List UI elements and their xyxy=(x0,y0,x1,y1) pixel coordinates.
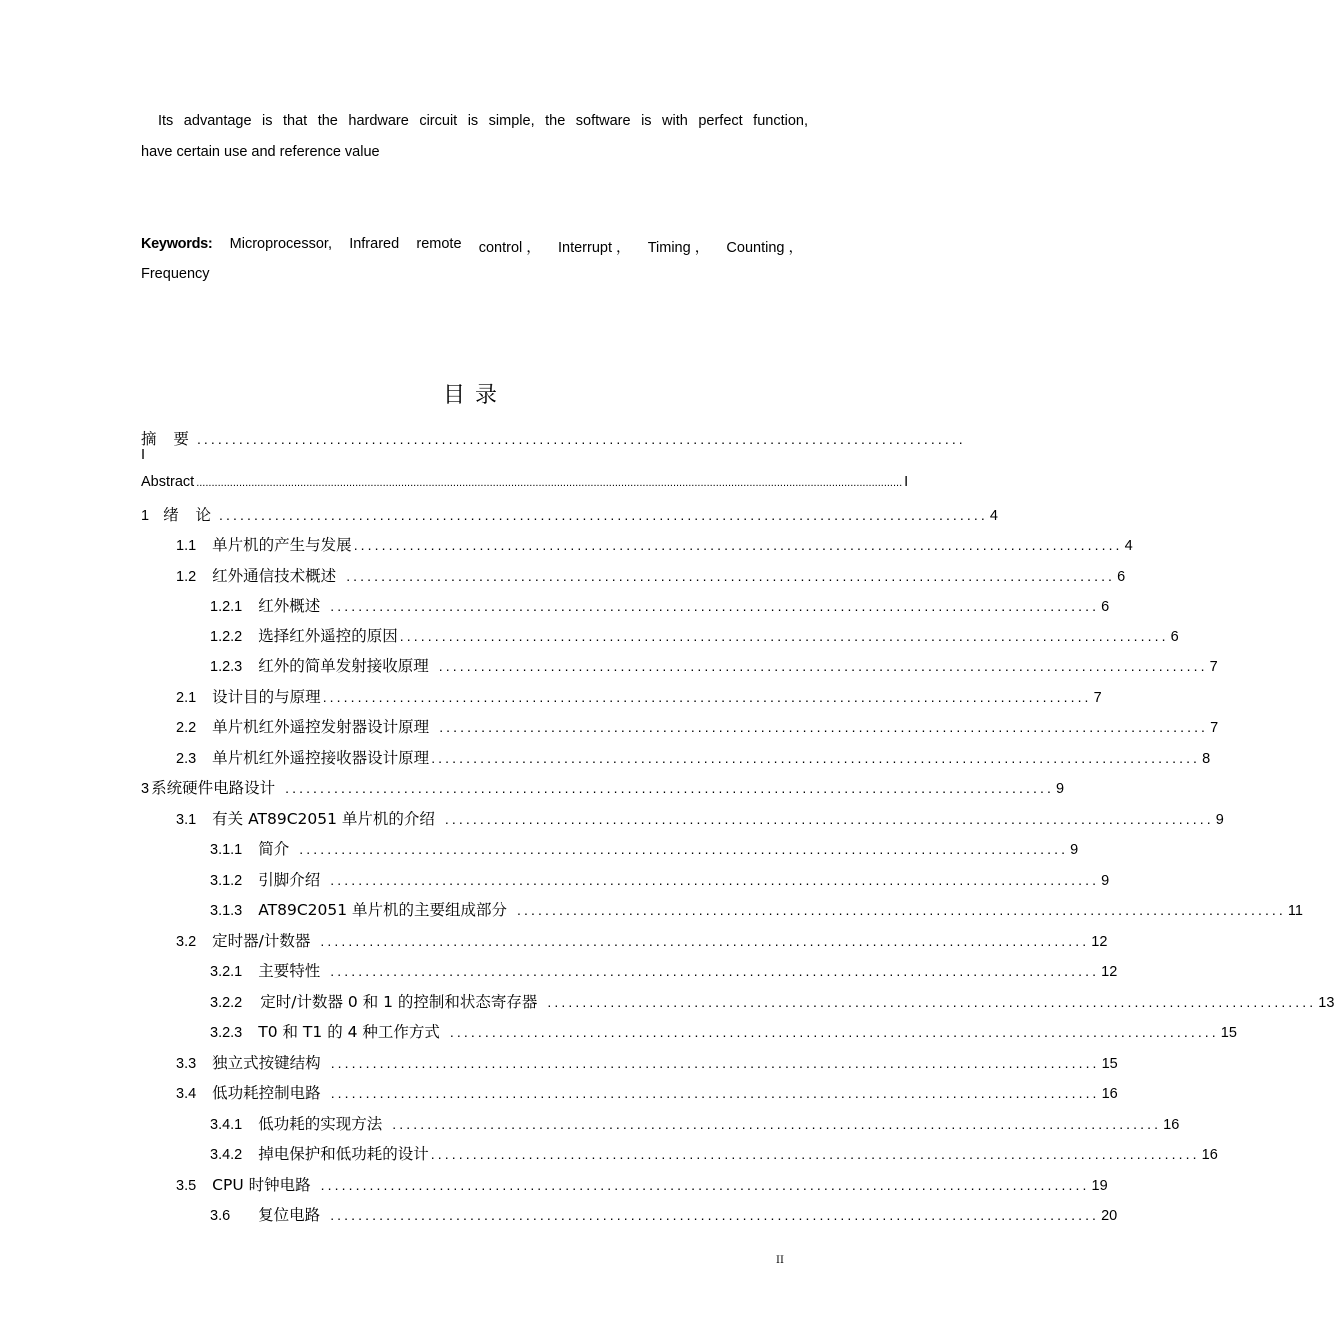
toc-leader-dots: .............................................................................................................. xyxy=(285,780,1054,796)
toc-entry-text: 复位电路 xyxy=(258,1206,321,1224)
toc-entry[interactable] xyxy=(176,807,1224,829)
toc-entry-number: 3 xyxy=(141,781,150,797)
toc-entry[interactable] xyxy=(210,1203,1118,1225)
toc-entry-text: 有关 AT89C2051 单片机的介绍 xyxy=(212,810,435,828)
abstract-line-2: have certain use and reference value xyxy=(141,144,380,160)
toc-leader-dots: .............................................................................................................. xyxy=(353,537,1123,553)
toc-entry[interactable] xyxy=(176,746,1211,768)
toc-entry-text: 主要特性 xyxy=(258,962,321,980)
keywords-line-1 xyxy=(141,236,803,257)
toc-entry[interactable] xyxy=(176,533,1133,555)
toc-entry-page: 8 xyxy=(1202,751,1211,767)
keywords-label: Keywords: xyxy=(141,236,213,252)
toc-leader-dots: .............................................................................................................. xyxy=(330,598,1100,614)
keyword: remote xyxy=(416,236,462,252)
toc-entry-number: 1.2 xyxy=(176,569,197,585)
toc-entry-number: 2.2 xyxy=(176,720,197,736)
toc-entry-number: 1.2.1 xyxy=(210,599,243,615)
toc-entry-page: 6 xyxy=(1117,569,1126,585)
toc-entry[interactable] xyxy=(176,685,1102,707)
toc-leader-dots: .............................................................................................................. xyxy=(438,658,1208,674)
toc-entry-page: 15 xyxy=(1101,1056,1118,1072)
toc-entry-number: 3.4 xyxy=(176,1086,197,1102)
toc-entry[interactable] xyxy=(210,868,1110,890)
toc-leader-dots: .............................................................................................................. xyxy=(219,507,988,523)
keywords-line-2: Frequency xyxy=(141,266,210,282)
keyword: Counting ， xyxy=(726,240,803,256)
toc-leader-dots: .............................................................................................................. xyxy=(330,1207,1100,1223)
toc-entry-number: 3.2.1 xyxy=(210,964,243,980)
toc-entry-page: 6 xyxy=(1101,599,1110,615)
toc-entry[interactable] xyxy=(176,564,1126,586)
toc-entry-page-wrapped: I xyxy=(141,447,146,463)
toc-leader-dots: .............................................................................................................. xyxy=(320,933,1090,949)
toc-entry[interactable] xyxy=(210,837,1079,859)
toc-leader-dots: .............................................................................................................. xyxy=(392,1116,1162,1132)
keyword: Microprocessor, xyxy=(229,236,332,252)
toc-entry[interactable] xyxy=(141,503,998,525)
toc-entry-page: 7 xyxy=(1093,690,1102,706)
toc-entry-text: 设计目的与原理 xyxy=(212,688,321,706)
toc-leader-dots: .............................................................................................................. xyxy=(330,963,1100,979)
toc-entry[interactable] xyxy=(176,1081,1118,1103)
toc-entry-text: Abstract xyxy=(141,474,195,490)
keyword: Timing ， xyxy=(647,240,710,256)
toc-entry[interactable] xyxy=(141,776,1065,798)
toc-entry-number: 2.1 xyxy=(176,690,197,706)
toc-entry-page: 12 xyxy=(1091,934,1108,950)
toc-entry-text: 单片机的产生与发展 xyxy=(212,536,352,554)
toc-leader-dots: .............................................................................................................. xyxy=(439,719,1209,735)
toc-entry-text: 红外的简单发射接收原理 xyxy=(258,657,429,675)
keyword: Interrupt ， xyxy=(557,240,631,256)
toc-entry-page: 12 xyxy=(1101,964,1118,980)
toc-entry-number: 1.1 xyxy=(176,538,197,554)
toc-entry-page: 9 xyxy=(1070,842,1079,858)
toc-entry-number: 3.1.3 xyxy=(210,903,243,919)
toc-entry-text: 定时/计数器 0 和 1 的控制和状态寄存器 xyxy=(260,993,538,1011)
toc-entry-text: CPU 时钟电路 xyxy=(212,1176,311,1194)
toc-entry-text: 定时器/计数器 xyxy=(212,932,311,950)
toc-entry-page: 4 xyxy=(989,508,998,524)
toc-entry-text: 摘 要 xyxy=(141,430,195,448)
toc-entry-number: 3.6 xyxy=(210,1208,231,1224)
toc-entry[interactable] xyxy=(210,654,1218,676)
toc-leader-dots: .............................................................................................................. xyxy=(330,872,1100,888)
toc-entry-page: I xyxy=(904,474,909,490)
toc-entry-page: 20 xyxy=(1101,1208,1118,1224)
toc-entry-text: 红外概述 xyxy=(258,597,321,615)
toc-entry-text: 引脚介绍 xyxy=(258,871,321,889)
toc-entry[interactable] xyxy=(141,474,909,490)
toc-entry-text: 掉电保护和低功耗的设计 xyxy=(258,1145,429,1163)
toc-entry[interactable] xyxy=(210,624,1179,646)
toc-entry-page: 11 xyxy=(1287,903,1303,919)
keyword: Infrared xyxy=(349,236,400,252)
toc-entry-text: 低功耗的实现方法 xyxy=(258,1115,383,1133)
toc-entry-number: 3.4.2 xyxy=(210,1147,243,1163)
toc-entry[interactable] xyxy=(210,959,1118,981)
toc-entry-number: 3.3 xyxy=(176,1056,197,1072)
keyword: control ， xyxy=(478,240,541,256)
toc-entry-page: 16 xyxy=(1163,1117,1180,1133)
toc-entry-text: 单片机红外遥控发射器设计原理 xyxy=(212,718,430,736)
toc-entry-page: 4 xyxy=(1124,538,1133,554)
toc-entry[interactable] xyxy=(176,715,1219,737)
toc-leader-dots: .............................................................................................................. xyxy=(517,902,1286,918)
toc-leader-dots: .............................................................................................................. xyxy=(330,1055,1100,1071)
toc-leader-dots: .............................................................................................................. xyxy=(330,1085,1100,1101)
toc-entry-number: 3.4.1 xyxy=(210,1117,243,1133)
toc-entry-page: 7 xyxy=(1209,659,1218,675)
toc-leader-dots: .............................................................................................................. xyxy=(430,1146,1200,1162)
toc-entry[interactable] xyxy=(210,1112,1180,1134)
toc-entry[interactable] xyxy=(141,427,966,449)
toc-entry-text: 单片机红外遥控接收器设计原理 xyxy=(212,749,430,767)
toc-entry-text: 独立式按键结构 xyxy=(212,1054,321,1072)
toc-entry-page: 16 xyxy=(1201,1147,1218,1163)
toc-entry-number: 1.2.2 xyxy=(210,629,243,645)
toc-leader-dots: .............................................................................................................. xyxy=(196,431,966,447)
toc-entry-number: 1.2.3 xyxy=(210,659,243,675)
toc-leader-dots: .............................................................................................................. xyxy=(322,689,1092,705)
toc-entry-text: 选择红外遥控的原因 xyxy=(258,627,398,645)
toc-leader-dots: .............................................................................................................. xyxy=(399,628,1169,644)
toc-entry-number: 3.2.2 xyxy=(210,995,243,1011)
toc-entry-text: 系统硬件电路设计 xyxy=(151,779,276,797)
toc-leader-dots: .............................................................................................................. xyxy=(449,1024,1219,1040)
toc-leader-dots: ....................................................................................................................................................................................................................................... xyxy=(196,477,903,489)
toc-entry[interactable] xyxy=(210,1020,1237,1042)
toc-entry[interactable] xyxy=(210,990,1334,1012)
toc-leader-dots: .............................................................................................................. xyxy=(444,811,1214,827)
toc-leader-dots: .............................................................................................................. xyxy=(346,568,1116,584)
toc-leader-dots: .............................................................................................................. xyxy=(320,1177,1090,1193)
toc-entry-text: 低功耗控制电路 xyxy=(212,1084,321,1102)
toc-entry-page: 6 xyxy=(1170,629,1179,645)
toc-entry-page: 9 xyxy=(1101,873,1110,889)
toc-entry-page: 9 xyxy=(1215,812,1224,828)
toc-entry[interactable] xyxy=(210,898,1303,920)
toc-entry-number: 3.2.3 xyxy=(210,1025,243,1041)
abstract-line-1: Its advantage is that the hardware circuit is simple, the software is with perfect function, xyxy=(158,113,808,129)
toc-leader-dots: .............................................................................................................. xyxy=(431,750,1201,766)
toc-entry-page: 15 xyxy=(1220,1025,1237,1041)
toc-entry-text: 简介 xyxy=(258,840,290,858)
toc-leader-dots: .............................................................................................................. xyxy=(299,841,1069,857)
toc-entry-number: 1 xyxy=(141,508,150,524)
toc-entry-number: 3.1.1 xyxy=(210,842,243,858)
toc-title: 目录 xyxy=(442,383,507,408)
toc-leader-dots: .............................................................................................................. xyxy=(547,994,1317,1010)
toc-entry-number: 3.1.2 xyxy=(210,873,243,889)
toc-entry-text: 红外通信技术概述 xyxy=(212,567,337,585)
toc-entry-number: 3.1 xyxy=(176,812,197,828)
page-number: II xyxy=(776,1255,784,1266)
toc-entry[interactable] xyxy=(210,594,1110,616)
toc-entry-text: 绪 论 xyxy=(163,506,218,524)
toc-entry-number: 3.5 xyxy=(176,1178,197,1194)
toc-entry-page: 19 xyxy=(1091,1178,1108,1194)
toc-entry-page: 7 xyxy=(1210,720,1219,736)
toc-entry-page: 16 xyxy=(1101,1086,1118,1102)
toc-entry[interactable] xyxy=(176,929,1108,951)
toc-entry-text: AT89C2051 单片机的主要组成部分 xyxy=(258,901,508,919)
toc-entry[interactable] xyxy=(176,1051,1118,1073)
toc-entry-number: 2.3 xyxy=(176,751,197,767)
toc-entry[interactable] xyxy=(210,1142,1218,1164)
toc-entry-text: T0 和 T1 的 4 种工作方式 xyxy=(258,1023,440,1041)
toc-entry-page: 13 xyxy=(1318,995,1334,1011)
toc-entry-page: 9 xyxy=(1055,781,1065,797)
toc-entry[interactable] xyxy=(176,1173,1108,1195)
toc-entry-number: 3.2 xyxy=(176,934,197,950)
